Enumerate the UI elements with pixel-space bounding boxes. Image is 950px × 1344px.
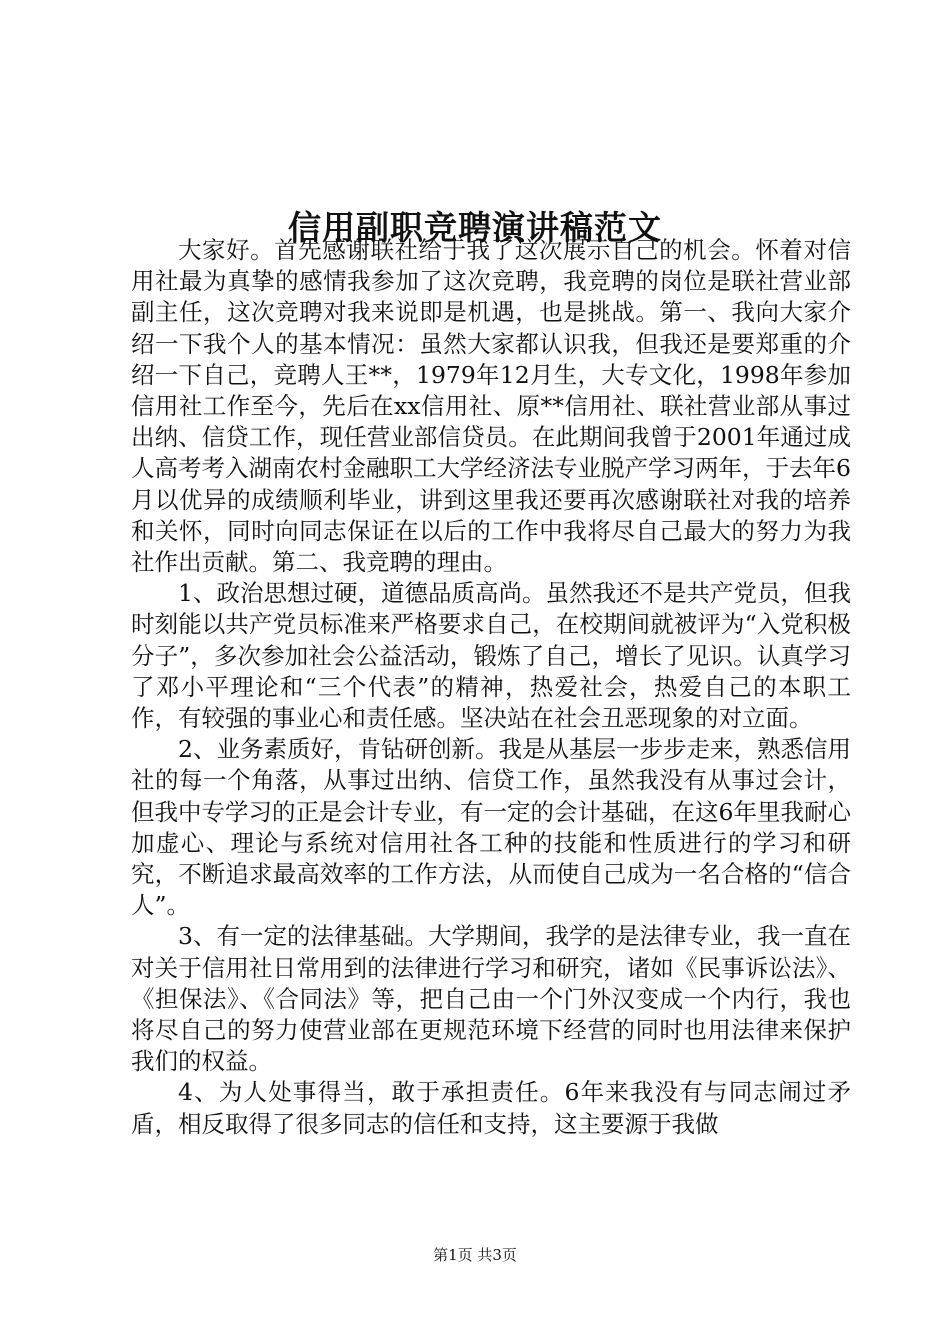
document-title: 信用副职竞聘演讲稿范文 xyxy=(288,208,662,248)
paragraph-reason-4: 4、为人处事得当，敢于承担责任。6年来我没有与同志闹过矛盾，相反取得了很多同志的信任和支持，这主要源于我做 xyxy=(131,1078,851,1138)
paragraph-reason-1: 1、政治思想过硬，道德品质高尚。虽然我还不是共产党员，但我时刻能以共产党员标准来严格要求自己，在校期间就被评为“入党积极分子”，多次参加社会公益活动，锻炼了自己，增长了见识。认真学习了邓小平理论和“三个代表”的精神，热爱社会，热爱自己的本职工作，有较强的事业心和责任感。坚决站在社会丑恶现象的对立面。 xyxy=(131,579,851,733)
page-footer: 第1页 共3页 xyxy=(433,1246,517,1264)
paragraph-intro: 大家好。首先感谢联社给于我了这次展示自己的机会。怀着对信用社最为真挚的感情我参加了这次竞聘，我竞聘的岗位是联社营业部副主任，这次竞聘对我来说即是机遇，也是挑战。第一、我向大家介绍一下我个人的基本情况：虽然大家都认识我，但我还是要郑重的介绍一下自己，竞聘人王**，1979年12月生，大专文化，1998年参加信用社工作至今，先后在xx信用社、原**信用社、联社营业部从事过出纳、信贷工作，现任营业部信贷员。在此期间我曾于2001年通过成人高考考入湖南农村金融职工大学经济法专业脱产学习两年，于去年6月以优异的成绩顺利毕业，讲到这里我还要再次感谢联社对我的培养和关怀，同时向同志保证在以后的工作中我将尽自己最大的努力为我社作出贡献。第二、我竞聘的理由。 xyxy=(131,236,851,577)
document-body xyxy=(131,235,851,1140)
paragraph-reason-2: 2、业务素质好，肯钻研创新。我是从基层一步步走来，熟悉信用社的每一个角落，从事过出纳、信贷工作，虽然我没有从事过会计，但我中专学习的正是会计专业，有一定的会计基础，在这6年里我耐心加虚心、理论与系统对信用社各工种的技能和性质进行的学习和研究，不断追求最高效率的工作方法，从而使自己成为一名合格的“信合人”。 xyxy=(131,735,851,920)
paragraph-reason-3: 3、有一定的法律基础。大学期间，我学的是法律专业，我一直在对关于信用社日常用到的法律进行学习和研究，诸如《民事诉讼法》、《担保法》、《合同法》等，把自己由一个门外汉变成一个内行，我也将尽自己的努力使营业部在更规范环境下经营的同时也用法律来保护我们的权益。 xyxy=(131,922,851,1076)
